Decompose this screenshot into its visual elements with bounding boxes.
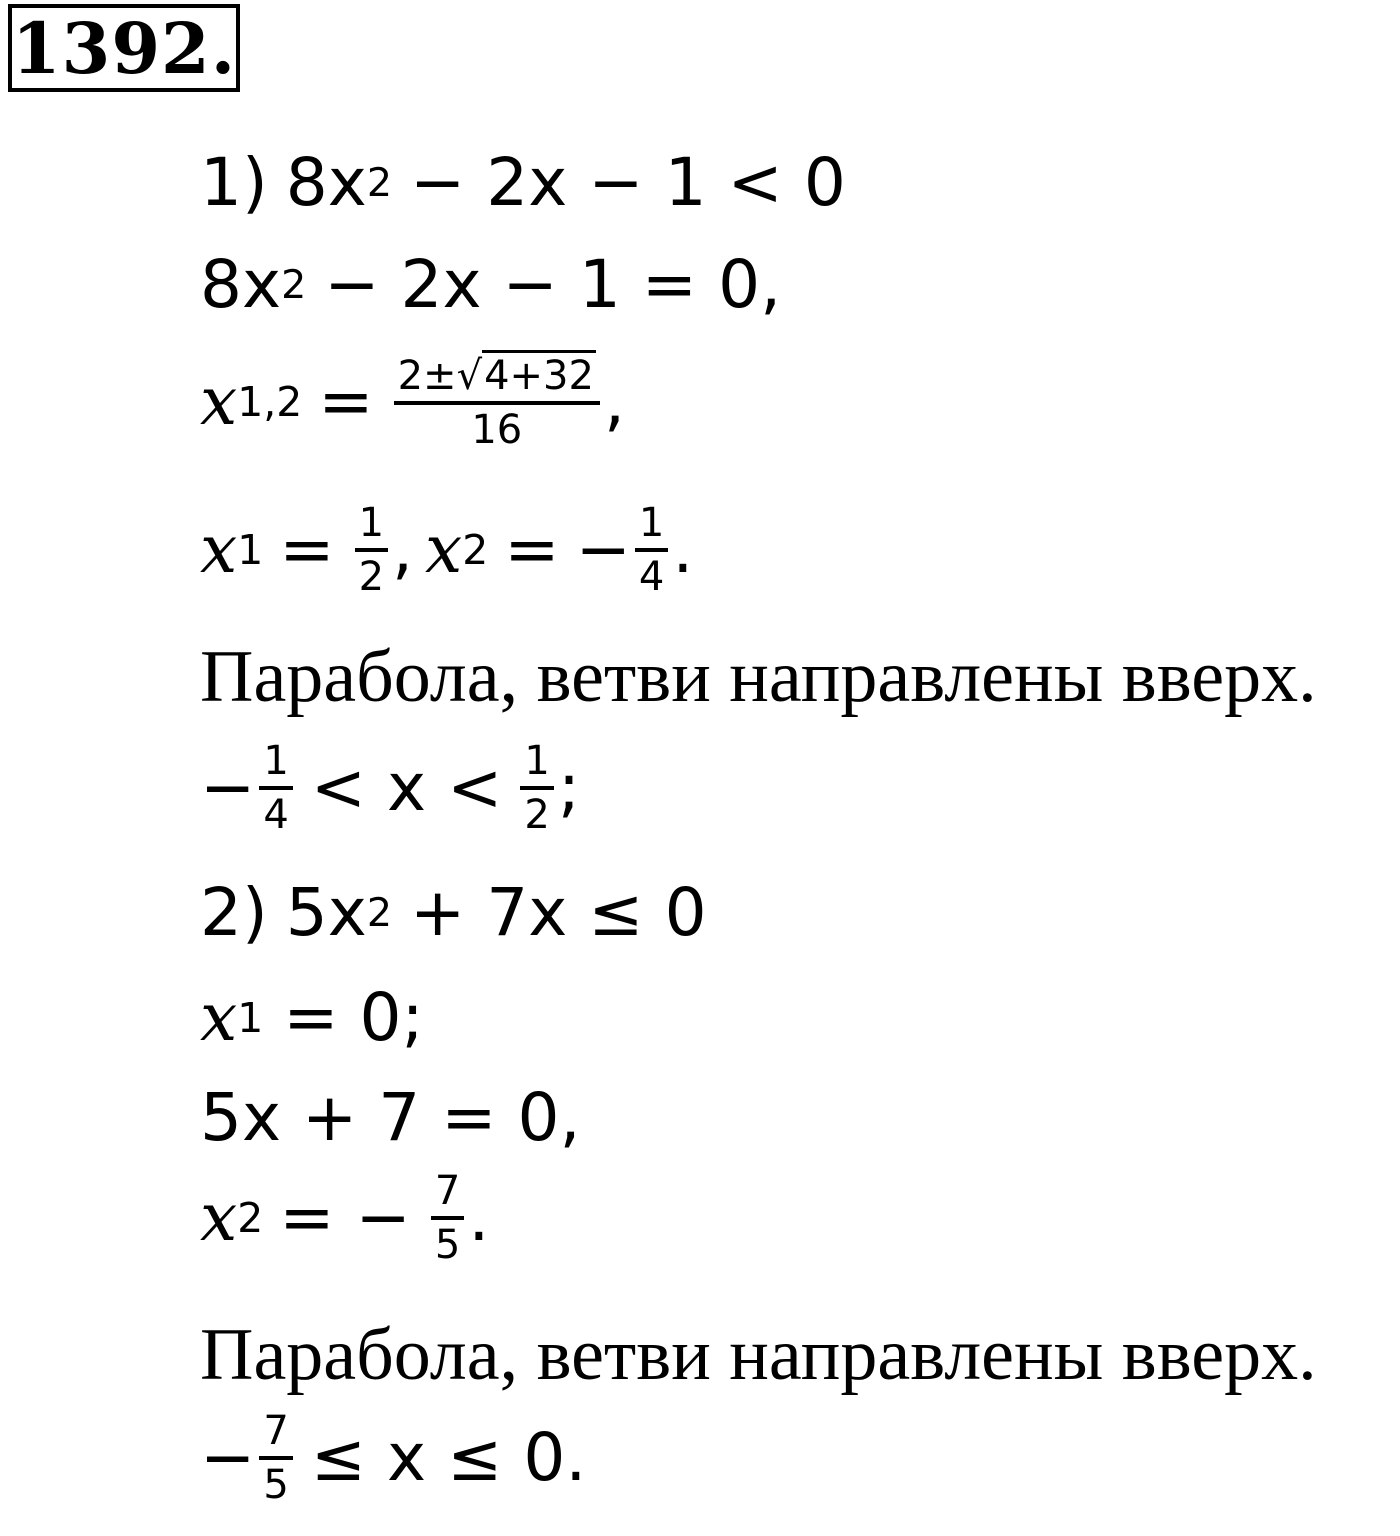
part1-x1-eq: = [279, 511, 335, 588]
part1-answer-left-fraction [259, 738, 292, 838]
part1-inequality: 1) 8x 2 − 2x − 1 < 0 [200, 144, 846, 221]
part1-formula-trail: , [603, 362, 625, 440]
part1-ineq-lhs: 8x [285, 144, 367, 221]
part1-answer-middle: < x < [310, 749, 503, 826]
part1-x2-eq: = [504, 511, 560, 588]
part1-answer-left-num: 1 [263, 738, 289, 784]
fraction-bar [394, 401, 600, 405]
part2-linear-eq: 5x + 7 = 0, [200, 1079, 581, 1156]
part2-x2-fraction [431, 1168, 464, 1268]
part1-x1-var: x [200, 511, 238, 588]
part1-formula-var: x [200, 362, 238, 440]
part1-answer-left-sign: − [200, 749, 256, 826]
part2-answer-rest: ≤ x ≤ 0. [310, 1419, 587, 1496]
fraction-bar [635, 548, 668, 552]
part2-x2-var: x [200, 1179, 238, 1256]
part2-label: 2) [200, 874, 268, 951]
part2-x1-var: x [200, 979, 238, 1056]
part1-x1-fraction [355, 500, 388, 600]
part1-roots-formula: x 1,2 = 2± √ 4+32 16 , [200, 350, 625, 453]
part1-x2-fraction [635, 500, 668, 600]
part1-answer [200, 738, 580, 838]
fraction-bar [355, 548, 388, 552]
part1-x2-sign: − [575, 511, 631, 588]
part2-inequality: 2) 5x 2 + 7x ≤ 0 [200, 874, 707, 951]
part2-x2-line: x 2 = − $\frac{7}{5}$ . [200, 1168, 490, 1268]
part1-equation: 8x 2 − 2x − 1 = 0, [200, 246, 782, 323]
part1-label: 1) [200, 144, 268, 221]
part1-answer-left-den: 4 [263, 792, 289, 838]
part2-x2-eq: = − [279, 1179, 411, 1256]
part1-answer-right-den: 2 [524, 792, 550, 838]
fraction-bar [520, 786, 553, 790]
part1-answer-trail: ; [557, 749, 581, 826]
part1-eq-lhs: 8x [200, 246, 282, 323]
part1-answer-right-num: 1 [524, 738, 550, 784]
part1-roots-comma: , [392, 511, 414, 588]
part1-x2-var: x [425, 511, 463, 588]
part1-answer-right-fraction [520, 738, 553, 838]
part1-x1-den: 2 [358, 554, 385, 600]
sqrt-sign-icon: √ [456, 353, 483, 399]
part1-formula-sqrt [457, 350, 596, 399]
part2-x2-trail: . [468, 1179, 490, 1256]
part2-x1-line: x 1 = 0; [200, 979, 424, 1056]
part1-formula-numerator [394, 350, 600, 399]
fraction-bar [431, 1216, 464, 1220]
part1-ineq-rest: − 2x − 1 < 0 [410, 144, 846, 221]
part1-formula-fraction [394, 350, 600, 453]
problem-number: 1392. [11, 6, 237, 90]
part1-formula-radicand: 4+32 [482, 350, 596, 399]
part1-formula-num-prefix: 2± [397, 353, 457, 399]
part1-formula-denominator: 16 [471, 407, 523, 453]
part1-x2-den: 4 [638, 554, 665, 600]
part2-answer-left-num: 7 [263, 1408, 289, 1454]
part2-conclusion: Парабола, ветви направлены вверх. [200, 1314, 1317, 1396]
part2-answer-left-den: 5 [263, 1462, 289, 1508]
part1-formula-eq: = [318, 362, 374, 440]
part1-eq-rest: − 2x − 1 = 0, [324, 246, 782, 323]
part2-x2-den: 5 [434, 1222, 461, 1268]
part1-roots-period: . [672, 511, 694, 588]
part2-ineq-rest: + 7x ≤ 0 [410, 874, 707, 951]
part2-answer [200, 1408, 586, 1508]
part2-answer-left-sign: − [200, 1419, 256, 1496]
part2-answer-left-fraction [259, 1408, 292, 1508]
part2-x1-rest: = 0; [283, 979, 424, 1056]
fraction-bar [259, 786, 292, 790]
part1-conclusion: Парабола, ветви направлены вверх. [200, 636, 1317, 718]
part2-ineq-lhs: 5x [285, 874, 367, 951]
part1-x1-num: 1 [358, 500, 385, 546]
problem-number-box [8, 4, 240, 92]
part2-x2-num: 7 [434, 1168, 461, 1214]
part1-x2-num: 1 [638, 500, 665, 546]
fraction-bar [259, 1456, 292, 1460]
part1-roots: x 1 = $\frac{1}{2}$ , x 2 = − $\frac{1}{4}$ . [200, 500, 694, 600]
